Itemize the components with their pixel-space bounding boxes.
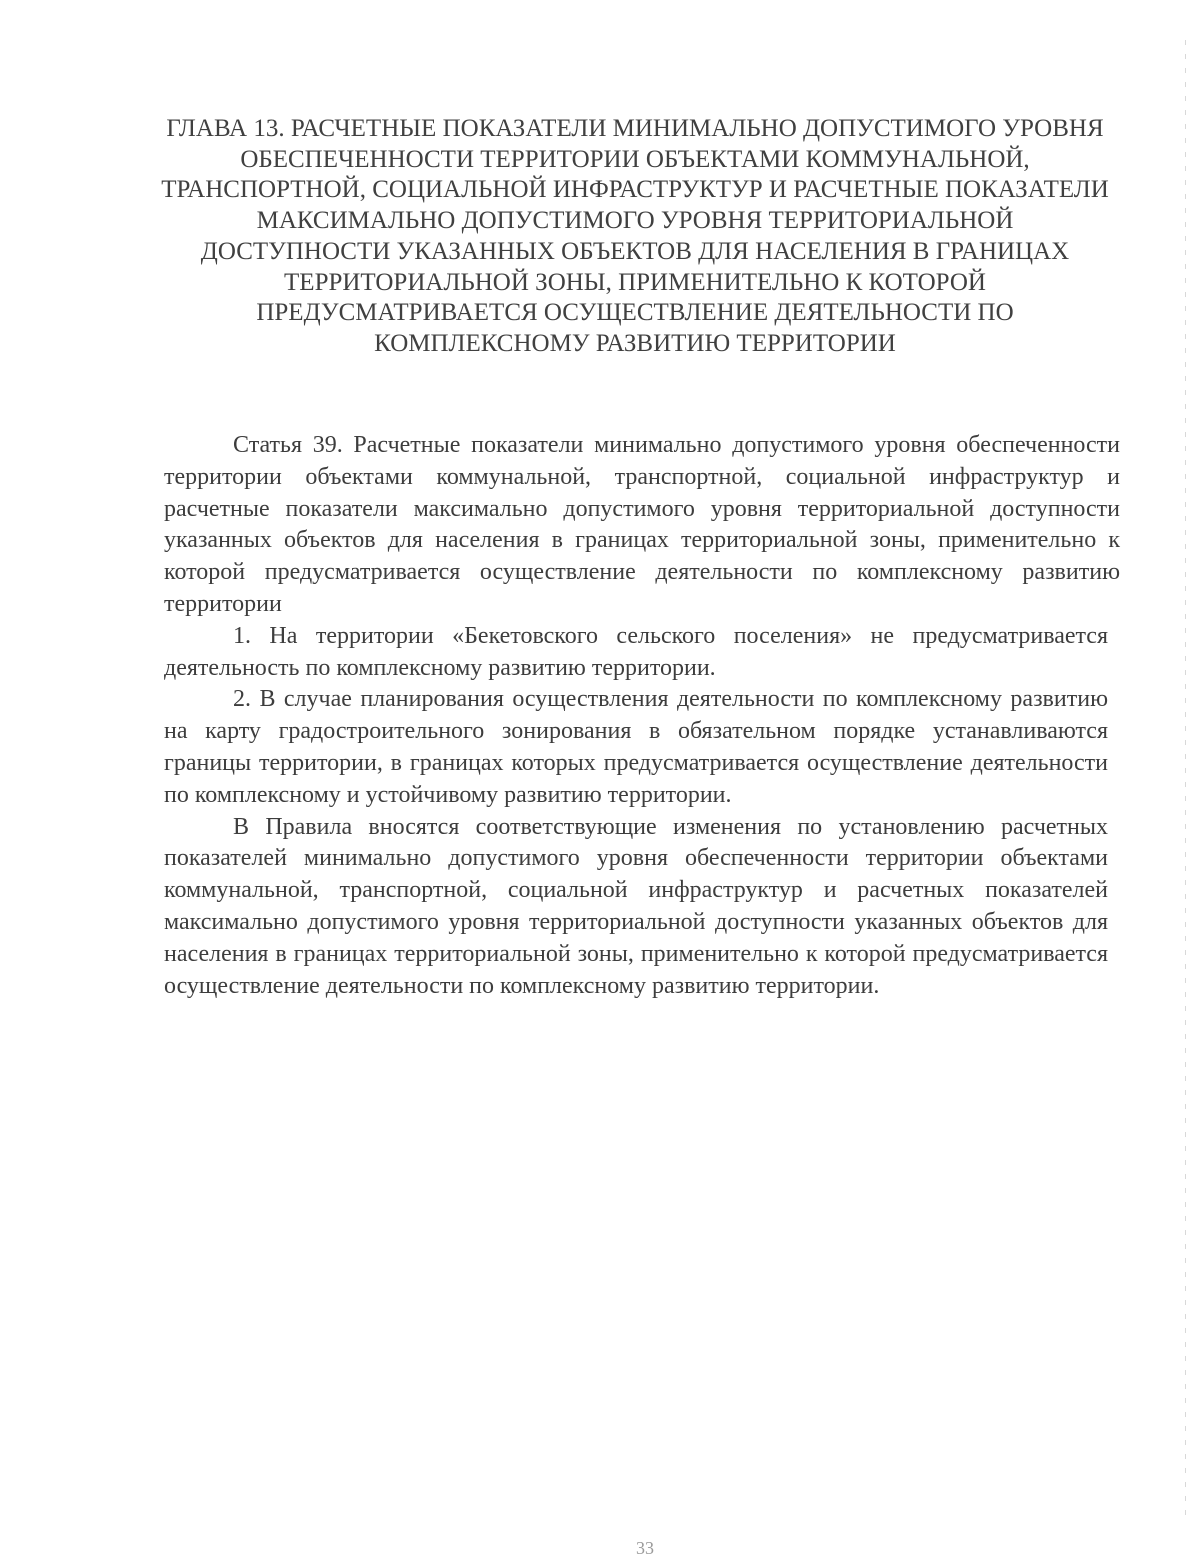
paragraph-3: В Правила вносятся соответствующие изменения по установлению расчетных показателей минимально допустимого уровня обеспеченности территории объектами коммунальной, транспортной, социальной инфраструктур и расчетных показателей максимально допустимого уровня территориальной доступности указанных объектов для населения в границах территориальной зоны, применительно к которой предусматривается осуществление деятельности по комплексному развитию территории.	[164, 813, 1108, 999]
article-title: Статья 39. Расчетные показатели минимально допустимого уровня обеспеченности территории объектами коммунальной, транспортной, социальной инфраструктур и расчетные показатели максимально допустимого уровня территориальной доступности указанных объектов для населения в границах территориальной зоны, применительно к которой предусматривается осуществление деятельности по комплексному развитию территории	[164, 432, 1120, 617]
paragraph-1: 1. На территории «Бекетовского сельского поселения» не предусматривается деятельность по комплексному развитию территории.	[164, 622, 1108, 681]
article-body	[164, 430, 1120, 1002]
scan-edge-mark	[1185, 40, 1186, 1520]
paragraph-2: 2. В случае планирования осуществления деятельности по комплексному развитию на карту градостроительного зонирования в обязательном порядке устанавливаются границы территории, в границах которых предусматривается осуществление деятельности по комплексному и устойчивому развитию территории.	[164, 686, 1108, 808]
page-number: 33	[636, 1538, 654, 1558]
chapter-heading: ГЛАВА 13. РАСЧЕТНЫЕ ПОКАЗАТЕЛИ МИНИМАЛЬНО ДОПУСТИМОГО УРОВНЯ ОБЕСПЕЧЕННОСТИ ТЕРРИТОРИИ ОБЪЕКТАМИ КОММУНАЛЬНОЙ, ТРАНСПОРТНОЙ, СОЦИАЛЬНОЙ ИНФРАСТРУКТУР И РАСЧЕТНЫЕ ПОКАЗАТЕЛИ МАКСИМАЛЬНО ДОПУСТИМОГО УРОВНЯ ТЕРРИТОРИАЛЬНОЙ ДОСТУПНОСТИ УКАЗАННЫХ ОБЪЕКТОВ ДЛЯ НАСЕЛЕНИЯ В ГРАНИЦАХ ТЕРРИТОРИАЛЬНОЙ ЗОНЫ, ПРИМЕНИТЕЛЬНО К КОТОРОЙ ПРЕДУСМАТРИВАЕТСЯ ОСУЩЕСТВЛЕНИЕ ДЕЯТЕЛЬНОСТИ ПО КОМПЛЕКСНОМУ РАЗВИТИЮ ТЕРРИТОРИИ	[161, 115, 1109, 357]
